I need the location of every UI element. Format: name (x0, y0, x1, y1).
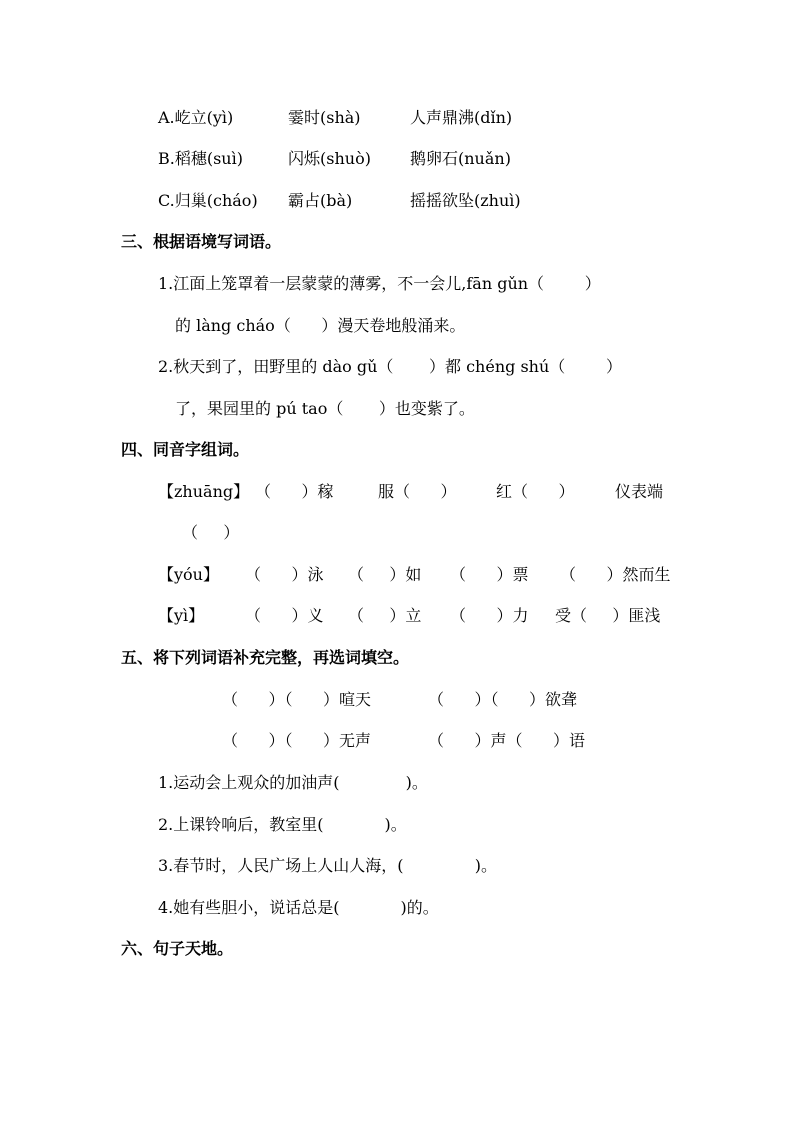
idiom-row-1 (0, 689, 578, 711)
option-a-word1: A.屹立(yì) (158, 108, 234, 127)
option-b-row (0, 148, 511, 170)
idiom-4: （ ）声（ ）语 (428, 731, 586, 750)
section4-heading: 四、同音字组词。 (121, 440, 250, 459)
zhuang-row (0, 481, 664, 503)
section5-heading: 五、将下列词语补充完整，再选词填空。 (121, 648, 410, 667)
fill-sentence-4: 4.她有些胆小，说话总是( )的。 (158, 898, 439, 917)
fill-sentence-3: 3.春节时，人民广场上人山人海，( )。 (158, 856, 497, 875)
option-c-word3: 摇摇欲坠(zhuì) (410, 191, 521, 210)
idiom-1: （ ）（ ）喧天 (222, 690, 372, 709)
yi-word1: （ ）义 (245, 606, 324, 625)
idiom-3: （ ）（ ）无声 (222, 731, 372, 750)
option-a-row (0, 107, 513, 129)
zhuang-word4: 仪表端 (615, 482, 664, 501)
yi-word2: （ ）立 (348, 606, 422, 625)
option-c-word2: 霸占(bà) (288, 191, 353, 210)
you-key: 【yóu】 (158, 565, 219, 584)
idiom-row-2 (0, 730, 586, 752)
zhuang-row-continued: （ ） (182, 523, 240, 542)
you-word1: （ ）泳 (245, 565, 324, 584)
option-a-word3: 人声鼎沸(dǐn) (410, 108, 513, 127)
yi-word3: （ ）力 (450, 606, 529, 625)
option-c-row (0, 190, 521, 212)
you-word4: （ ）然而生 (560, 565, 671, 584)
section3-q2-line2: 了，果园里的 pú tao（ ）也变紫了。 (175, 399, 475, 418)
yi-row (0, 605, 661, 627)
option-b-word3: 鹅卵石(nuǎn) (410, 149, 511, 168)
fill-sentence-1: 1.运动会上观众的加油声( )。 (158, 773, 428, 792)
section3-q1-line1: 1.江面上笼罩着一层蒙蒙的薄雾，不一会儿,fān gǔn（ ） (158, 274, 601, 293)
you-row (0, 564, 671, 586)
option-a-word2: 霎时(shà) (288, 108, 361, 127)
fill-sentence-2: 2.上课铃响后，教室里( )。 (158, 815, 407, 834)
option-b-word1: B.稻穗(suì) (158, 149, 243, 168)
zhuang-word1: （ ）稼 (255, 482, 334, 501)
yi-word4: 受（ ）匪浅 (555, 606, 661, 625)
section3-heading: 三、根据语境写词语。 (121, 232, 282, 251)
zhuang-word3: 红（ ） (496, 482, 575, 501)
you-word3: （ ）票 (450, 565, 529, 584)
section6-heading: 六、句子天地。 (121, 939, 234, 958)
section3-q2-line1: 2.秋天到了，田野里的 dào gǔ（ ）都 chéng shú（ ） (158, 357, 622, 376)
idiom-2: （ ）（ ）欲聋 (428, 690, 578, 709)
zhuang-key: 【zhuāng】 (158, 482, 250, 501)
option-b-word2: 闪烁(shuò) (288, 149, 371, 168)
zhuang-word2: 服（ ） (378, 482, 457, 501)
option-c-word1: C.归巢(cháo) (158, 191, 258, 210)
section3-q1-line2: 的 làng cháo（ ）漫天卷地般涌来。 (175, 316, 466, 335)
you-word2: （ ）如 (348, 565, 422, 584)
yi-key: 【yì】 (158, 606, 205, 625)
